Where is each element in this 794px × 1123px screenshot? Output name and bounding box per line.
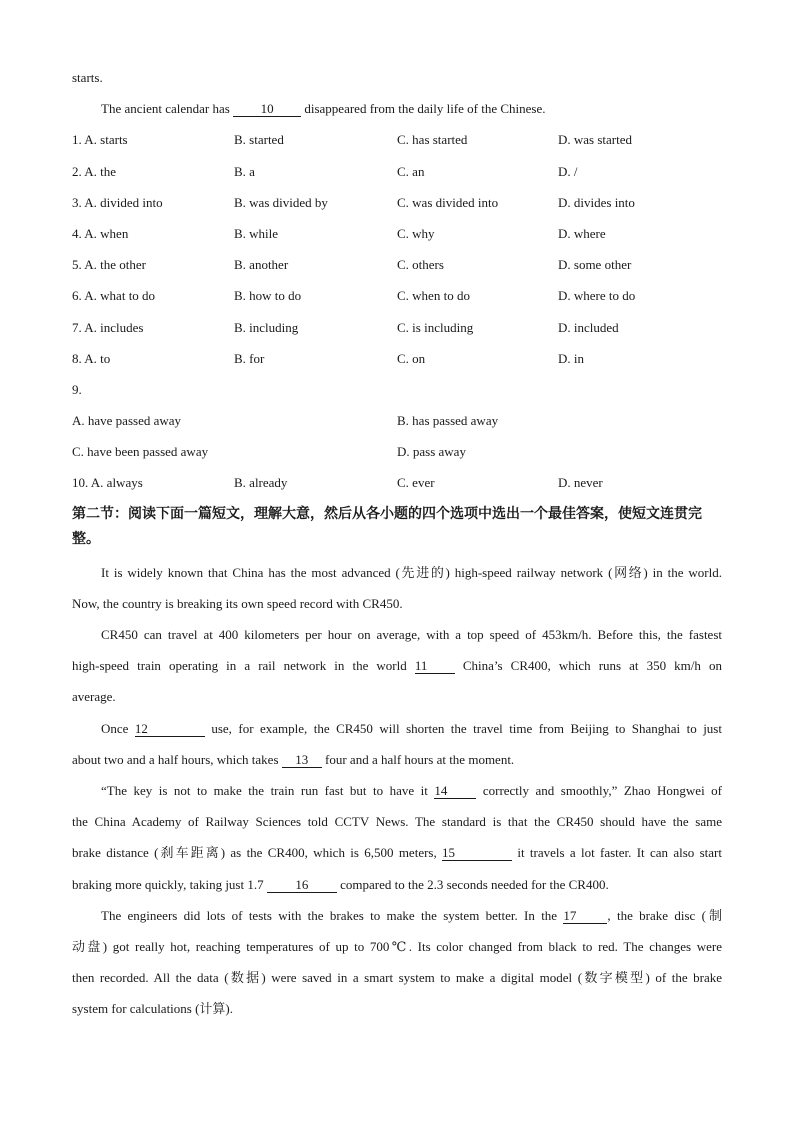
option-a: 7. A. includes xyxy=(72,319,144,335)
option-c: C. on xyxy=(397,350,426,366)
option-d: D. never xyxy=(558,475,603,491)
question-row xyxy=(72,156,722,187)
passage-text: use, for example, the CR450 will shorten the travel time from Beijing to Shanghai to just xyxy=(204,720,722,736)
option-c: C. others xyxy=(397,257,444,273)
option-c: C. is including xyxy=(397,319,474,335)
option-a: 6. A. what to do xyxy=(72,288,156,304)
question-9-row-1 xyxy=(72,405,722,436)
passage-text: China’s CR400, which runs at 350 km/h on xyxy=(454,658,722,674)
option-d: D. included xyxy=(558,319,619,335)
option-a: A. have passed away xyxy=(72,413,182,429)
passage-text: Once xyxy=(101,720,135,736)
option-a: 10. A. always xyxy=(72,475,143,491)
section-heading: 第二节：阅读下面一篇短文，理解大意，然后从各小题的四个选项中选出一个最佳答案，使短文连贯完整。 xyxy=(72,505,702,547)
passage-line xyxy=(72,744,722,775)
passage-line: then recorded. All the data (数据) were saved in a smart system to make a digital model (数字模型) of the brake xyxy=(72,970,722,986)
option-a: 8. A. to xyxy=(72,350,111,366)
blank-15: 15 xyxy=(442,846,512,861)
passage-line: average. xyxy=(72,689,116,705)
question-row xyxy=(72,467,722,498)
sentence-with-blank-10 xyxy=(72,93,722,124)
option-c: C. ever xyxy=(397,475,435,491)
option-b: B. how to do xyxy=(234,288,302,304)
option-c: C. have been passed away xyxy=(72,444,209,460)
option-d: D. where xyxy=(558,225,606,241)
question-row xyxy=(72,312,722,343)
passage-line: CR450 can travel at 400 kilometers per hour on average, with a top speed of 453km/h. Before this, the fastest xyxy=(101,627,722,642)
passage-text: about two and a half hours, which takes xyxy=(72,751,282,767)
option-d: D. pass away xyxy=(397,444,466,460)
option-b: B. has passed away xyxy=(397,413,499,429)
passage-line xyxy=(72,775,722,806)
passage-text: compared to the 2.3 seconds needed for the CR400. xyxy=(336,876,609,892)
passage-text: “The key is not to make the train run fast but to have it xyxy=(101,782,435,798)
reading-passage xyxy=(72,557,722,1025)
question-row xyxy=(72,280,722,311)
passage-text: The engineers did lots of tests with the brakes to make the system better. In the xyxy=(101,907,564,923)
question-row xyxy=(72,249,722,280)
option-b: B. started xyxy=(234,132,284,148)
sentence-text: disappeared from the daily life of the Chinese. xyxy=(301,101,546,117)
previous-text-fragment: starts. xyxy=(72,70,103,85)
blank-13: 13 xyxy=(282,753,322,768)
option-c: C. has started xyxy=(397,132,468,148)
sentence-text: The ancient calendar has xyxy=(101,101,234,117)
option-a: 4. A. when xyxy=(72,225,129,241)
passage-line xyxy=(72,713,722,744)
question-row xyxy=(72,218,722,249)
option-c: C. why xyxy=(397,225,435,241)
option-d: D. was started xyxy=(558,132,633,148)
passage-line xyxy=(72,837,722,868)
passage-text: correctly and smoothly,” Zhao Hongwei of xyxy=(476,782,722,798)
option-b: B. was divided by xyxy=(234,194,328,210)
passage-text: , the brake disc (制 xyxy=(607,907,722,923)
option-d: D. / xyxy=(558,163,578,179)
option-a: 1. A. starts xyxy=(72,132,128,148)
passage-line: system for calculations (计算). xyxy=(72,1001,234,1017)
blank-17: 17 xyxy=(563,909,607,924)
question-row xyxy=(72,124,722,155)
passage-text: high-speed train operating in a rail network in the world xyxy=(72,658,415,674)
blank-16: 16 xyxy=(267,878,337,893)
option-b: B. while xyxy=(234,225,279,241)
question-9-number: 9. xyxy=(72,381,82,397)
option-c: C. when to do xyxy=(397,288,470,304)
passage-text: brake distance (刹车距离) as the CR400, which is 6,500 meters, xyxy=(72,845,443,861)
option-b: B. already xyxy=(234,475,288,491)
option-b: B. a xyxy=(234,163,255,179)
option-c: C. an xyxy=(397,163,425,179)
question-row xyxy=(72,187,722,218)
option-a: 3. A. divided into xyxy=(72,194,163,210)
passage-line xyxy=(72,869,722,900)
question-9-row-2 xyxy=(72,436,722,467)
passage-line: 动盘) got really hot, reaching temperatures of up to 700℃. Its color changed from black to red. The changes were xyxy=(72,938,722,954)
passage-line: the China Academy of Railway Sciences told CCTV News. The standard is that the CR450 should have the same xyxy=(72,814,722,830)
passage-text: it travels a lot faster. It can also start xyxy=(512,845,722,861)
blank-14: 14 xyxy=(434,784,476,799)
passage-line xyxy=(72,900,722,931)
option-b: B. including xyxy=(234,319,299,335)
option-d: D. where to do xyxy=(558,288,636,304)
blank-11: 11 xyxy=(415,659,455,674)
passage-line xyxy=(72,650,722,681)
option-c: C. was divided into xyxy=(397,194,499,210)
passage-text: braking more quickly, taking just 1.7 xyxy=(72,876,267,892)
option-b: B. for xyxy=(234,350,265,366)
blank-12: 12 xyxy=(135,722,205,737)
passage-line: Now, the country is breaking its own speed record with CR450. xyxy=(72,595,403,611)
option-d: D. some other xyxy=(558,257,632,273)
passage-text: four and a half hours at the moment. xyxy=(321,751,515,767)
question-list xyxy=(72,124,722,498)
exam-page xyxy=(72,62,722,1024)
option-a: 2. A. the xyxy=(72,163,117,179)
option-d: D. in xyxy=(558,350,584,366)
option-a: 5. A. the other xyxy=(72,257,147,273)
option-b: B. another xyxy=(234,257,289,273)
blank-10: 10 xyxy=(233,102,301,117)
passage-line: It is widely known that China has the most advanced (先进的) high-speed railway network (网络) in the world. xyxy=(101,564,722,580)
question-row xyxy=(72,343,722,374)
option-d: D. divides into xyxy=(558,194,635,210)
